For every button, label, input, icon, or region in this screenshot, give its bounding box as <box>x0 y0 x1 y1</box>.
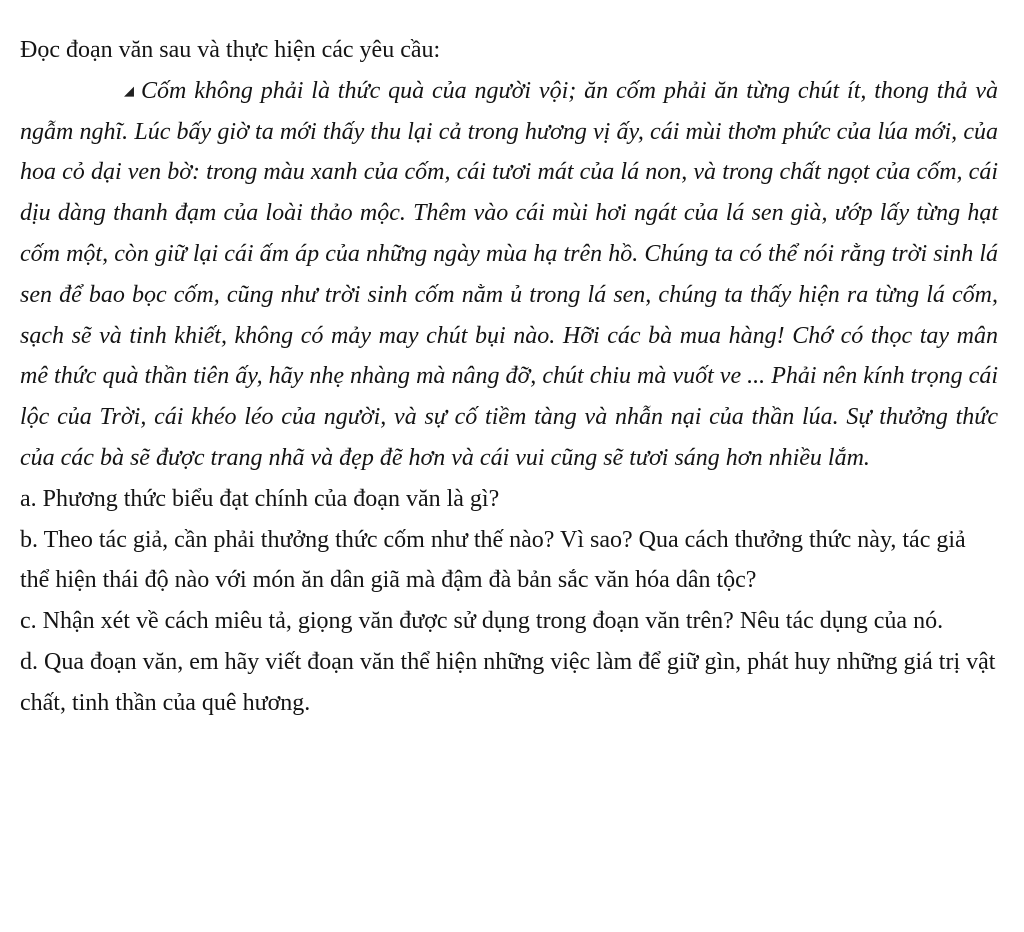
triangle-marker-icon: ◢ <box>124 82 134 98</box>
question-a: a. Phương thức biểu đạt chính của đoạn văn là gì? <box>20 485 500 512</box>
question-b: b. Theo tác giả, cần phải thưởng thức cốm như thế nào? Vì sao? Qua cách thưởng thức này, tác giả thể hiện thái độ nào với món ăn dân giã mà đậm đà bản sắc văn hóa dân tộc? <box>20 526 966 594</box>
instruction-heading: Đọc đoạn văn sau và thực hiện các yêu cầu: <box>20 37 441 63</box>
reading-passage <box>20 71 998 479</box>
question-d: d. Qua đoạn văn, em hãy viết đoạn văn thể hiện những việc làm để giữ gìn, phát huy những giá trị vật chất, tinh thần của quê hương. <box>20 648 996 716</box>
passage-text: Cốm không phải là thức quà của người vội; ăn cốm phải ăn từng chút ít, thong thả và ngẫm nghĩ. Lúc bấy giờ ta mới thấy thu lại cả trong hương vị ấy, cái mùi thơm phức của lúa mới, của hoa cỏ dại ven bờ: trong màu xanh của cốm, cái tươi mát của lá non, và trong chất ngọt của cốm, cái dịu dàng thanh đạm của loài thảo mộc. Thêm vào cái mùi hơi ngát của lá sen già, ướp lấy từng hạt cốm một, còn giữ lại cái ấm áp của những ngày mùa hạ trên hồ. Chúng ta có thể nói rằng trời sinh lá sen để bao bọc cốm, cũng như trời sinh cốm nằm ủ trong lá sen, chúng ta thấy hiện ra từng lá cốm, sạch sẽ và tinh khiết, không có mảy may chút bụi nào. Hỡi các bà mua hàng! Chớ có thọc tay mân mê thức quà thần tiên ấy, hãy nhẹ nhàng mà nâng đỡ, chút chiu mà vuốt ve ... Phải nên kính trọng cái lộc của Trời, cái khéo léo của người, và sự cố tiềm tàng và nhẫn nại của thần lúa. Sự thưởng thức của các bà sẽ được trang nhã và đẹp đẽ hơn và cái vui cũng sẽ tươi sáng hơn nhiều lắm. <box>20 77 998 471</box>
document-body <box>20 30 998 724</box>
question-c: c. Nhận xét về cách miêu tả, giọng văn được sử dụng trong đoạn văn trên? Nêu tác dụng của nó. <box>20 608 944 635</box>
